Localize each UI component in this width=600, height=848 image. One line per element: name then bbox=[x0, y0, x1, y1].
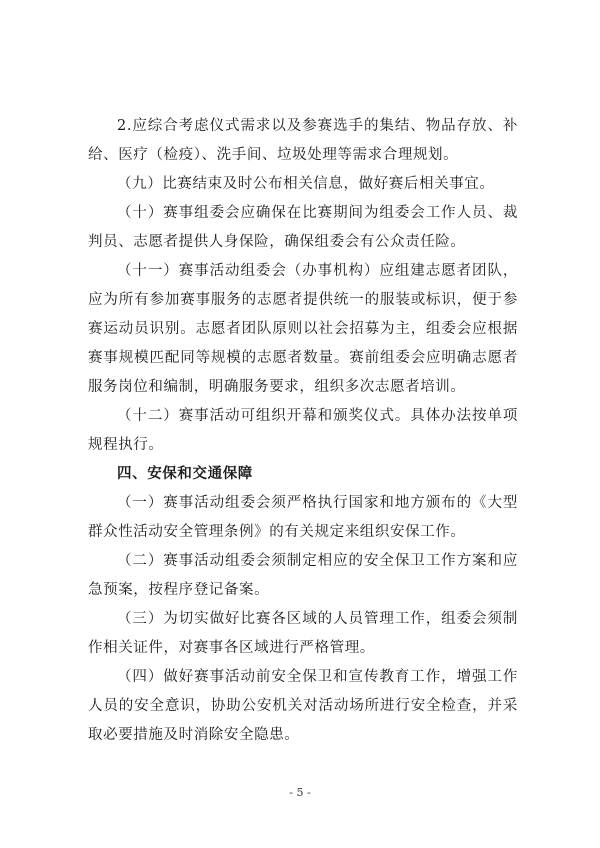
page-number: - 5 - bbox=[289, 786, 311, 799]
paragraph-credentials: （三）为切实做好比赛各区域的人员管理工作，组委会须制作相关证件，对赛事各区域进行严格管理。 bbox=[88, 611, 518, 656]
paragraph-post-race-info: （九）比赛结束及时公布相关信息，做好赛后相关事宜。 bbox=[117, 176, 495, 192]
section-heading-security: 四、安保和交通保障 bbox=[117, 466, 253, 482]
paragraph-security-regulations: （一）赛事活动组委会须严格执行国家和地方颁布的《大型群众性活动安全管理条例》的有关规定来组织安保工作。 bbox=[88, 495, 518, 540]
paragraph-ceremonies: （十二）赛事活动可组织开幕和颁奖仪式。具体办法按单项规程执行。 bbox=[88, 408, 518, 453]
document-body bbox=[88, 112, 518, 750]
paragraph-emergency-plan: （二）赛事活动组委会须制定相应的安全保卫工作方案和应急预案，按程序登记备案。 bbox=[88, 553, 518, 598]
paragraph-safety-education: （四）做好赛事活动前安全保卫和宣传教育工作，增强工作人员的安全意识，协助公安机关对活动场所进行安全检查，并采取必要措施及时消除安全隐患。 bbox=[88, 669, 518, 743]
paragraph-venue-planning: 2.应综合考虑仪式需求以及参赛选手的集结、物品存放、补给、医疗（检疫）、洗手间、垃圾处理等需求合理规划。 bbox=[88, 118, 518, 163]
paragraph-insurance: （十）赛事组委会应确保在比赛期间为组委会工作人员、裁判员、志愿者提供人身保险，确保组委会有公众责任险。 bbox=[88, 205, 518, 250]
paragraph-volunteers: （十一）赛事活动组委会（办事机构）应组建志愿者团队，应为所有参加赛事服务的志愿者提供统一的服装或标识，便于参赛运动员识别。志愿者团队原则以社会招募为主，组委会应根据赛事规模匹配同等规模的志愿者数量。赛前组委会应明确志愿者服务岗位和编制，明确服务要求，组织多次志愿者培训。 bbox=[88, 263, 518, 395]
